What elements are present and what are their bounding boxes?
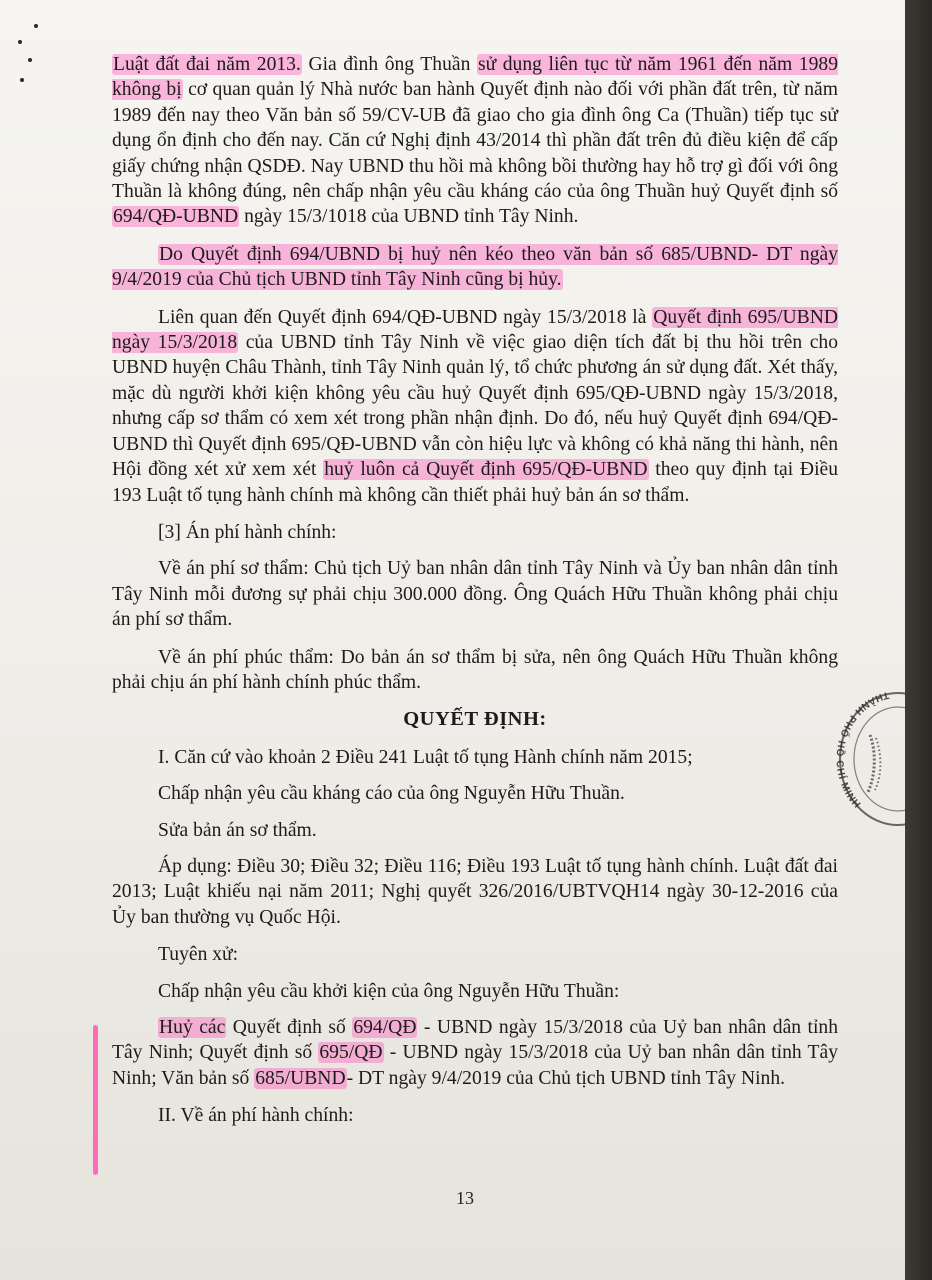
seal-text: THÀNH PHỐ HỒ CHÍ MINH xyxy=(833,688,891,812)
highlight-text: huỷ luôn cả Quyết định 695/QĐ-UBND xyxy=(324,459,648,481)
text-run: - DT ngày 9/4/2019 của Chủ tịch UBND tỉnh Tây Ninh. xyxy=(346,1067,786,1089)
text-run: của UBND tỉnh Tây Ninh về việc giao diện tích đất bị thu hồi trên cho UBND huyện Châu Thành, tỉnh Tây Ninh quản lý, tổ chức phương án sử dụng đất. Xét thấy, mặc dù người khởi kiện không yêu cầu huỷ Quyết định 695/QĐ-UBND ngày 15/3/2018, nhưng cấp sơ thẩm có xem xét trong phần nhận định. Do đó, nếu huỷ Quyết định 694/QĐ-UBND thì Quyết định 695/QĐ-UBND vẫn còn hiệu lực và không có khả năng thi hành, nên Hội đồng xét xử xem xét xyxy=(112,332,838,481)
highlight-text: 685/UBND xyxy=(255,1067,346,1089)
highlight-text: Huỷ các xyxy=(159,1017,226,1038)
paragraph-legal-basis: I. Căn cứ vào khoản 2 Điều 241 Luật tố tụng Hành chính năm 2015; xyxy=(158,746,693,768)
paragraph-section-3: [3] Án phí hành chính: xyxy=(158,521,337,543)
paragraph-1 xyxy=(112,52,838,230)
highlight-text: sử dụng liên tục từ năm 1961 đến năm 1989 không bị xyxy=(112,54,838,101)
paragraph-accept-appeal: Chấp nhận yêu cầu kháng cáo của ông Nguyễn Hữu Thuần. xyxy=(158,783,625,805)
paragraph-section-ii: II. Về án phí hành chính: xyxy=(158,1105,354,1127)
text-run: ngày 15/3/1018 của UBND tỉnh Tây Ninh. xyxy=(239,206,579,228)
document-body xyxy=(112,52,838,1141)
decision-title: QUYẾT ĐỊNH: xyxy=(403,708,547,731)
highlight-text: Quyết định 695/UBND ngày 15/3/2018 xyxy=(112,306,838,354)
margin-highlight-mark xyxy=(93,1025,98,1175)
page-number: 13 xyxy=(456,1188,474,1208)
court-seal-stamp xyxy=(818,680,908,830)
paragraph-appeal-fee: Về án phí phúc thẩm: Do bản án sơ thẩm bị sửa, nên ông Quách Hữu Thuần không phải chịu án phí hành chính phúc thẩm. xyxy=(112,646,838,693)
highlight-text: 694/QĐ xyxy=(353,1017,417,1038)
paragraph-ruling-heading: Tuyên xử: xyxy=(158,944,239,966)
highlight-text: 694/QĐ-UBND xyxy=(113,206,239,228)
text-run: theo quy định tại Điều 193 Luật tố tụng hành chính mà không cần thiết phải huỷ bản án sơ thẩm. xyxy=(112,459,839,506)
highlight-text: 695/QĐ xyxy=(319,1042,383,1064)
text-run: Gia đình ông Thuần xyxy=(301,54,477,75)
page-edge-shadow xyxy=(905,0,932,1280)
seal-emblem-icon xyxy=(868,735,880,792)
paragraph-amend-judgment: Sửa bản án sơ thẩm. xyxy=(158,819,317,841)
seal-inner-ring xyxy=(854,707,908,811)
paragraph-accept-lawsuit: Chấp nhận yêu cầu khởi kiện của ông Nguyễn Hữu Thuần: xyxy=(158,980,620,1002)
paragraph-3 xyxy=(112,305,838,508)
text-run: Quyết định số xyxy=(226,1017,353,1038)
highlight-text: Luật đất đai năm 2013. xyxy=(113,54,301,75)
paragraph-2 xyxy=(112,242,838,293)
text-run: Liên quan đến Quyết định 694/QĐ-UBND ngày 15/3/2018 là xyxy=(158,306,653,328)
text-run: - UBND ngày 15/3/2018 của Uỷ ban nhân dân tỉnh Tây Ninh; Văn bản số xyxy=(112,1042,838,1089)
highlight-text: Do Quyết định 694/UBND bị huỷ nên kéo theo văn bản số 685/UBND- DT ngày 9/4/2019 của Chủ tịch UBND tỉnh Tây Ninh cũng bị hủy. xyxy=(112,243,838,291)
paragraph-annulment xyxy=(112,1015,838,1091)
text-run: cơ quan quản lý Nhà nước ban hành Quyết định nào đối với phần đất trên, từ năm 1989 đến nay theo Văn bản số 59/CV-UB đã giao cho gia đình ông Ca (Thuần) tiếp tục sử dụng ổn định cho đến nay. Căn cứ Nghị định 43/2014 thì phần đất trên đủ điều kiện để cấp giấy chứng nhận QSDĐ. Nay UBND thu hồi mà không bồi thường hay hỗ trợ gì đối với ông Thuần là không đúng, nên chấp nhận yêu cầu kháng cáo của ông Thuần huỷ Quyết định số xyxy=(112,79,838,203)
paragraph-first-instance-fee: Về án phí sơ thẩm: Chủ tịch Uỷ ban nhân dân tỉnh Tây Ninh và Ủy ban nhân dân tỉnh Tây Ninh mỗi đương sự phải chịu 300.000 đồng. Ông Quách Hữu Thuần không phải chịu án phí sơ thẩm. xyxy=(112,558,838,631)
paragraph-applied-laws: Áp dụng: Điều 30; Điều 32; Điều 116; Điều 193 Luật tố tụng hành chính. Luật đất đai 2013; Luật khiếu nại năm 2011; Nghị quyết 326/2016/UBTVQH14 ngày 30-12-2016 của Ủy ban thường vụ Quốc Hội. xyxy=(112,855,838,928)
text-run: - UBND ngày 15/3/2018 của Uỷ ban nhân dân tỉnh Tây Ninh; Quyết định số xyxy=(112,1017,839,1064)
